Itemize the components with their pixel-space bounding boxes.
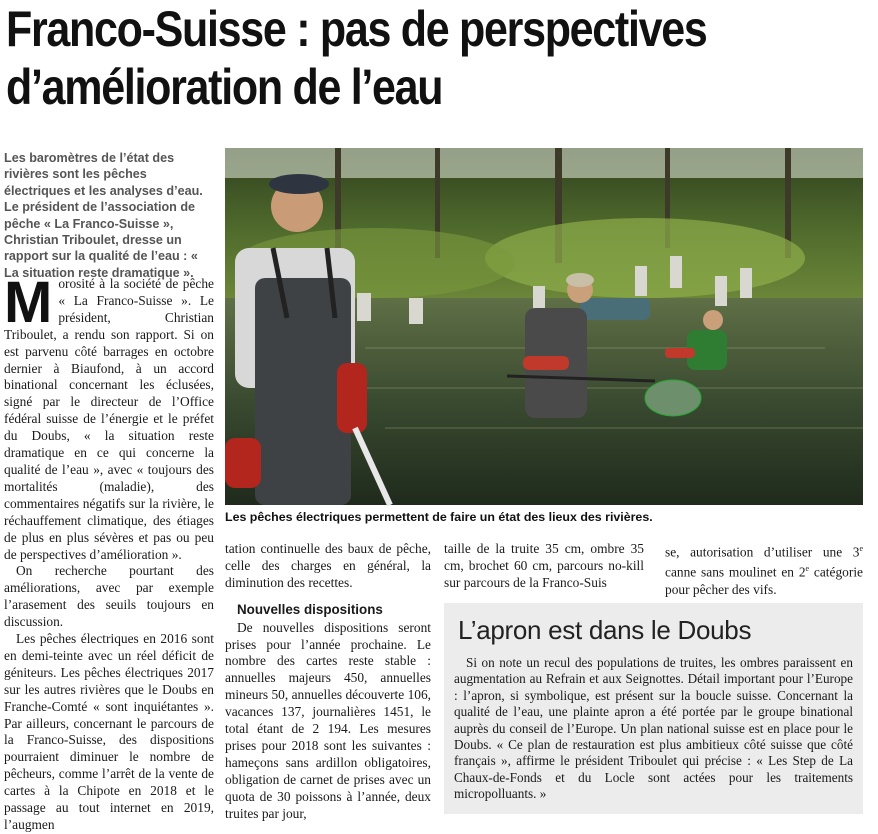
article-column-4 [665, 541, 863, 599]
electric-fishing-photo [225, 148, 863, 505]
photo-caption: Les pêches électriques permettent de faire un état des lieux des rivières. [225, 510, 653, 524]
headline: Franco-Suisse : pas de perspectives d’amélioration de l’eau [6, 1, 707, 115]
standfirst: Les baromètres de l’état des rivières sont les pêches électriques et les analyses d’eau. Le président de l’association de pêche « La Franco-Suisse », Christian Triboulet, dresse un rapport sur la qualité de l’eau : « La situation reste dramatique ». [4, 151, 203, 280]
article-column-3 [444, 541, 644, 592]
article-column-1 [4, 270, 214, 834]
article-paragraph-end: se, autorisation d’utiliser une 3e canne sans moulinet en 2e catégorie pour pêcher des vifs. [665, 544, 863, 597]
sidebar-text: Si on note un recul des populations de truites, les ombres paraissent en augmentation au Refrain et aux Seignottes. Détail important pour l’Europe : l’apron, si symbolique, est présent sur la boucle suisse. Concernant la qualité de l’eau, une plainte apron a été portée par le groupe binational auprès du conseil de l’Europe. Un plan national suisse est en place pour le Doubs. « Ce plan de restauration est plus ambitieux côté suisse que côté français », affirme le président Triboulet qui précise : « Les Step de La Chaux-de-Fonds et du Locle sont actées pour les traitements micropolluants. » [454, 655, 853, 802]
article-column-2 [225, 541, 431, 823]
article-paragraph: On recherche pourtant des améliorations, avec par exemple l’arasement des seuils toujours en discussion. [4, 563, 214, 630]
article-lede: orosité à la société de pêche « La Franco-Suisse ». Le président, Christian Triboulet, a rendu son rapport. Si on est parvenu côté barrages en octobre dernier à Biaufond, à un accord binational concernant les éclusées, signé par le directeur de l’Office fédéral suisse de l’énergie et le préfet du Doubs, « la situation reste dramatique en ce qui concerne la qualité de l’eau », avec « toujours des mortalités (maladie), des commentaires négatifs sur la rivière, le réchauffement climatique, des étiages de plus en plus sévères et pas ou peu de perspectives d’amélioration ». [4, 276, 214, 562]
article-paragraph: De nouvelles dispositions seront prises pour l’année prochaine. Le nombre des cartes reste stable : annuelles majeurs 450, annuelles mineurs 50, annuelles découverte 106, vacances 137, journalières 1451, le total étant de 2 194. Les mesures prises pour 2018 sont les suivantes : hameçons sans ardillon obligatoires, obligation de carnet de prises avec un quota de 30 poissons à l’année, deux truites par jour, [225, 619, 432, 821]
article-paragraph-continued: taille de la truite 35 cm, ombre 35 cm, brochet 60 cm, parcours no-kill sur parcours de la Franco-Suis [444, 541, 644, 590]
section-subhead: Nouvelles dispositions [237, 601, 383, 617]
drop-cap: M [4, 270, 53, 335]
article-photo [225, 148, 863, 505]
sidebar-title: L’apron est dans le Doubs [458, 615, 752, 645]
sidebar-box [444, 603, 863, 814]
article-paragraph: Les pêches électriques en 2016 sont en demi-teinte avec un réel déficit de géniteurs. Les pêches électriques 2017 sur les autres rivières que le Doubs en Franche-Comté « sont inquiétantes ». Par ailleurs, concernant le parcours de la Franco-Suisse, des dispositions pourraient diminuer le nombre de pêcheurs, comme l’arrêt de la vente de cartes à la Chipote en 2018 et le passage au tout internet en 2019, l’augmen [4, 631, 214, 832]
article-paragraph-continued: tation continuelle des baux de pêche, celle des charges en général, la diminution des recettes. [225, 541, 431, 590]
